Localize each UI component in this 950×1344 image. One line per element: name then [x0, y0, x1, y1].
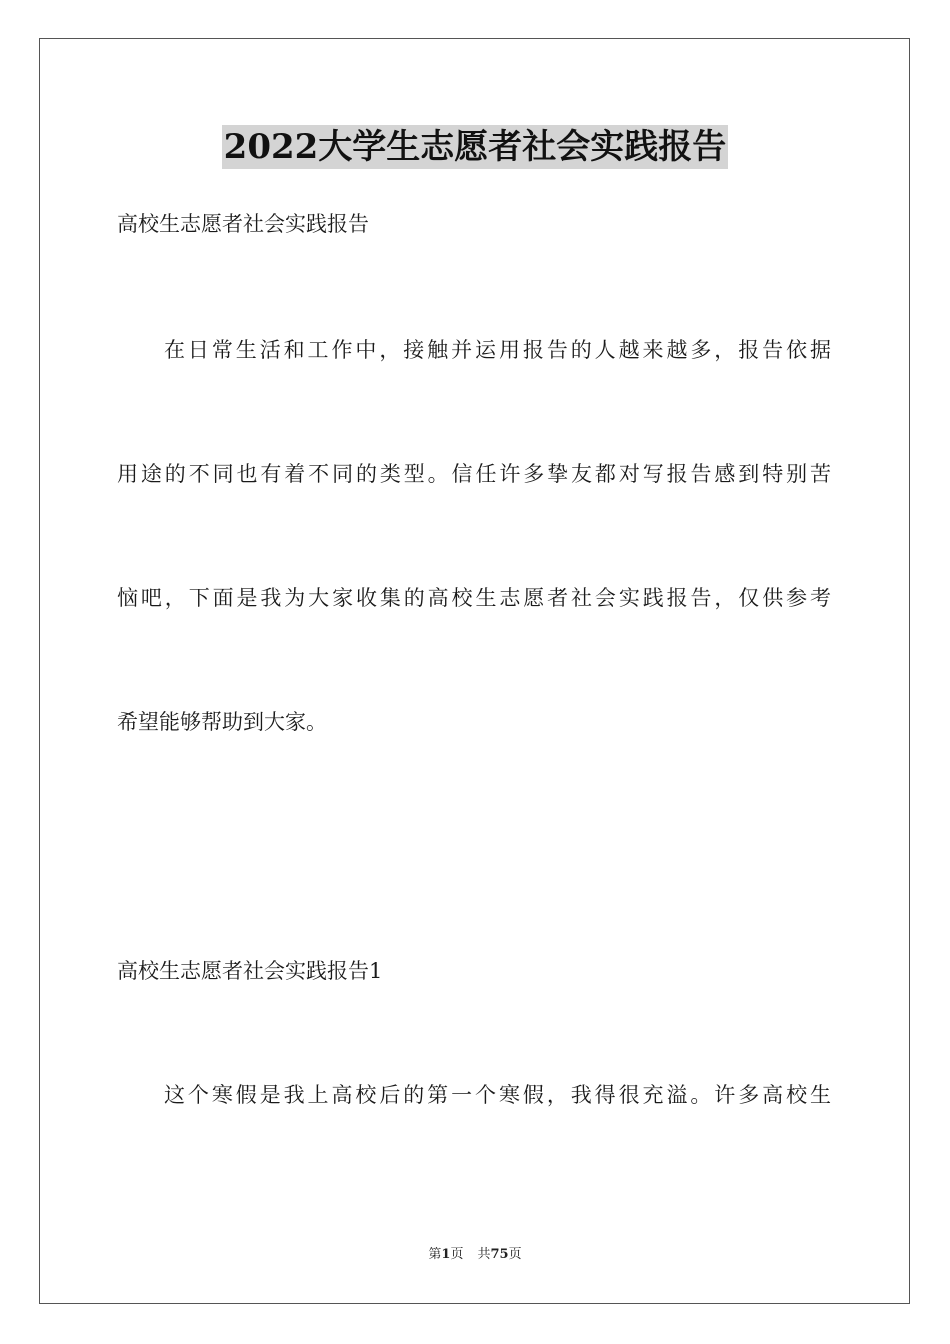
- total-label-prefix: 共: [477, 1247, 491, 1262]
- total-pages: 75: [490, 1247, 509, 1262]
- page-label-prefix: 第: [428, 1247, 442, 1262]
- report-subtitle: 高校生志愿者社会实践报告: [117, 212, 369, 236]
- section-heading: 高校生志愿者社会实践报告1: [117, 959, 383, 983]
- total-label-suffix: 页: [508, 1247, 522, 1262]
- section-paragraph-line-1: 这个寒假是我上高校后的第一个寒假，我得很充溢。许多高校生: [164, 1083, 831, 1107]
- page-footer: [0, 1246, 950, 1264]
- page-number: 1: [441, 1247, 451, 1262]
- title-container: [0, 125, 950, 169]
- intro-paragraph-line-1: 在日常生活和工作中，接触并运用报告的人越来越多，报告依据: [164, 338, 831, 362]
- intro-paragraph-line-2: 用途的不同也有着不同的类型。信任许多挚友都对写报告感到特别苦: [117, 462, 831, 486]
- intro-paragraph-line-3: 恼吧，下面是我为大家收集的高校生志愿者社会实践报告，仅供参考: [117, 586, 831, 610]
- document-title: 2022大学生志愿者社会实践报告: [223, 127, 727, 167]
- intro-paragraph-line-4: 希望能够帮助到大家。: [117, 710, 327, 734]
- page-label-suffix: 页: [450, 1247, 464, 1262]
